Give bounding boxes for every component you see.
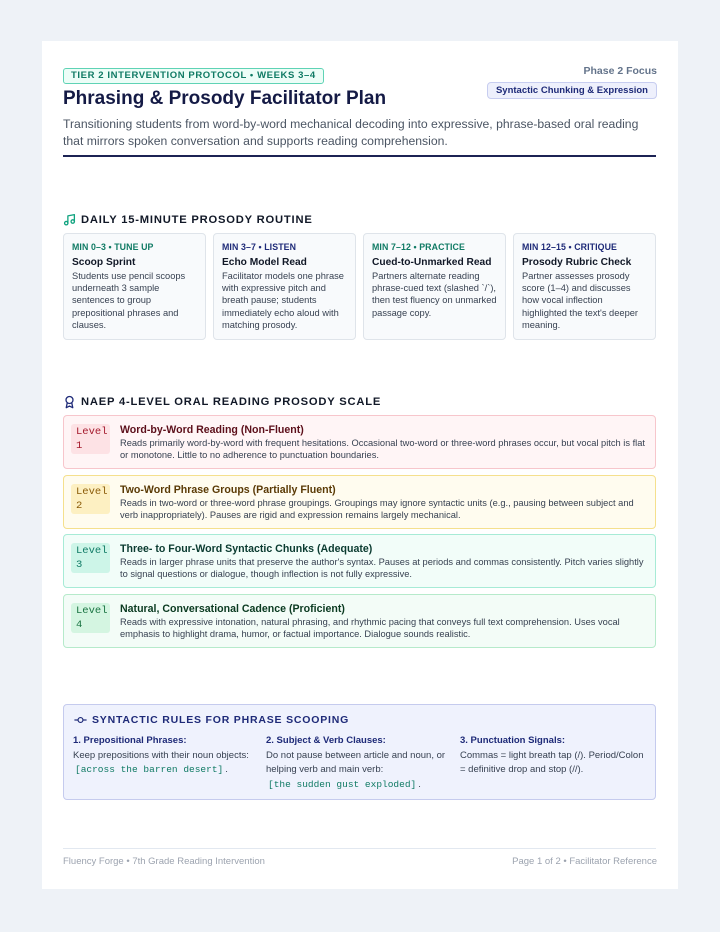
routine-card [513, 233, 656, 340]
header-divider [63, 155, 656, 157]
protocol-eyebrow-badge: TIER 2 INTERVENTION PROTOCOL • WEEKS 3–4 [63, 68, 324, 84]
level-chip: Level 4 [71, 603, 110, 633]
routine-card-time: MIN 0–3 • TUNE UP [72, 242, 154, 252]
rule-example-code: [the sudden gust exploded] [268, 778, 417, 790]
footer-left-text: Fluency Forge • 7th Grade Reading Intervention [63, 856, 265, 867]
rule-example: [across the barren desert] . [75, 764, 228, 775]
level-title: Three- to Four-Word Syntactic Chunks (Adequate) [120, 543, 373, 555]
routine-card-desc: Facilitator models one phrase with expressive pitch and breath pause; students immediately echo aloud with matching prosody. [222, 271, 344, 330]
rule-column [73, 734, 261, 778]
prosody-level-3 [63, 534, 656, 588]
music-note-icon [63, 213, 76, 226]
level-title: Word-by-Word Reading (Non-Fluent) [120, 424, 304, 436]
level-chip: Level 2 [71, 484, 110, 514]
prosody-level-1 [63, 415, 656, 469]
routine-card [363, 233, 506, 340]
prosody-level-4 [63, 594, 656, 648]
level-desc: Reads in larger phrase units that preserve the author's syntax. Pauses at periods and commas consistently. Pitch varies slightly to signal questions or dialogue, though inflection is not fully expressive. [120, 557, 644, 580]
routine-cards [63, 233, 656, 340]
routine-card-time: MIN 12–15 • CRITIQUE [522, 242, 618, 252]
page-subtitle: Transitioning students from word-by-word mechanical decoding into expressive, phrase-based oral reading that mirrors spoken conversation and supports reading comprehension. [63, 117, 639, 148]
rule-example-code: [across the barren desert] [75, 764, 224, 775]
routine-card-desc: Students use pencil scoops underneath 3 sample sentences to group prepositional phrases and clauses. [72, 271, 186, 330]
routine-card-title: Echo Model Read [222, 257, 307, 268]
phase-label: Phase 2 Focus [583, 65, 657, 77]
routine-card [213, 233, 356, 340]
page-title: Phrasing & Prosody Facilitator Plan [63, 88, 387, 109]
rule-title: 1. Prepositional Phrases: [73, 735, 187, 746]
level-desc: Reads in two-word or three-word phrase groupings. Groupings may ignore syntactic units (e.g., pausing between subject and verb inappropriately). Pauses are rigid and expression remains largely mechanical. [120, 498, 634, 521]
award-ribbon-icon [63, 395, 76, 409]
level-chip: Level 1 [71, 424, 110, 454]
rule-title: 3. Punctuation Signals: [460, 735, 566, 746]
rules-heading-text: SYNTACTIC RULES FOR PHRASE SCOOPING [92, 714, 350, 726]
level-desc: Reads with expressive intonation, natural phrasing, and rhythmic pacing that conveys full text comprehension. Uses vocal emphasis to highlight drama, humor, or factual importance. Dialogue sounds realistic. [120, 617, 620, 640]
footer-page-indicator: Page 1 of 2 • Facilitator Reference [512, 856, 657, 867]
level-title: Natural, Conversational Cadence (Proficient) [120, 603, 345, 615]
scale-heading-text: NAEP 4-LEVEL ORAL READING PROSODY SCALE [81, 396, 382, 408]
routine-card-desc: Partner assesses prosody score (1–4) and discusses how vocal inflection highlighted the text's deeper meaning. [522, 271, 639, 330]
rule-example: [the sudden gust exploded] . [268, 778, 421, 790]
routine-heading [63, 213, 313, 226]
rule-column [460, 734, 648, 778]
phase-focus-badge: Syntactic Chunking & Expression [487, 82, 657, 99]
routine-card-title: Scoop Sprint [72, 257, 136, 268]
routine-card-time: MIN 3–7 • LISTEN [222, 242, 297, 252]
syntactic-rules-panel [63, 704, 656, 800]
routine-heading-text: DAILY 15-MINUTE PROSODY ROUTINE [81, 213, 313, 226]
routine-card-time: MIN 7–12 • PRACTICE [372, 242, 465, 252]
routine-card-title: Prosody Rubric Check [522, 257, 632, 268]
rule-text: Commas = light breath tap (/). Period/Colon = definitive drop and stop (//). [460, 749, 644, 775]
routine-card-desc: Partners alternate reading phrase-cued text (slashed `/`), then test fluency on unmarked passage copy. [372, 271, 497, 318]
commit-node-icon [74, 715, 87, 725]
rule-column [266, 734, 454, 792]
rules-heading [74, 714, 349, 726]
routine-card-title: Cued-to-Unmarked Read [372, 257, 492, 268]
document-page [42, 41, 678, 889]
level-chip: Level 3 [71, 543, 110, 573]
footer-divider [63, 848, 656, 849]
scale-heading [63, 395, 381, 409]
level-title: Two-Word Phrase Groups (Partially Fluent) [120, 484, 336, 496]
rule-text: Keep prepositions with their noun objects: [73, 749, 249, 761]
prosody-level-2 [63, 475, 656, 529]
level-desc: Reads primarily word-by-word with frequent hesitations. Occasional two-word or three-word phrases occur, but vocal pitch is flat or monotone. Little to no adherence to punctuation boundaries. [120, 438, 645, 461]
rule-text: Do not pause between article and noun, or helping verb and main verb: [266, 749, 446, 775]
routine-card [63, 233, 206, 340]
rule-title: 2. Subject & Verb Clauses: [266, 735, 386, 746]
